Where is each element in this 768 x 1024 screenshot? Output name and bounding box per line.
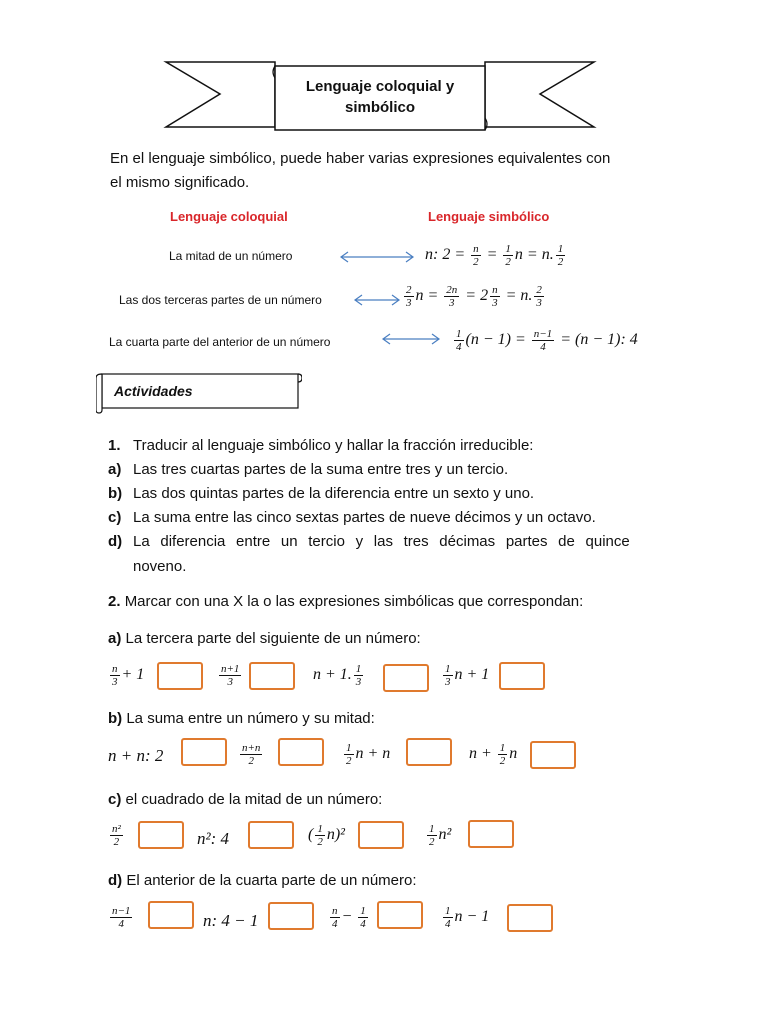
option-b2: $\frac{n+n}{2}$ — [242, 742, 261, 767]
example-coloquial-3: La cuarta parte del anterior de un número — [109, 335, 331, 349]
option-d4: $\frac{1}{4}$ n − 1 — [445, 905, 490, 930]
ex2-number: 2. — [108, 593, 121, 610]
header-simbolico: Lenguaje simbólico — [428, 209, 550, 224]
answer-checkbox-c4[interactable] — [468, 820, 514, 848]
answer-checkbox-a4[interactable] — [499, 662, 545, 690]
ex2-b-question: b) La suma entre un número y su mitad: — [108, 710, 375, 727]
ex2-d-question: d) El anterior de la cuarta parte de un número: — [108, 872, 417, 889]
ex1-item-d: d) La diferencia entre un tercio y las tres décimas partes de quince — [108, 533, 630, 550]
double-arrow-icon — [352, 293, 402, 307]
ex1-title: Traducir al lenguaje simbólico y hallar la fracción irreducible: — [133, 437, 534, 454]
example-simbolico-2: $\frac{2}{3}$ n = $\frac{2n}{3}$ = 2 $\frac{n}{3}$ = n. $\frac{2}{3}$ — [406, 284, 542, 309]
option-b1: n + n: 2 — [108, 746, 164, 765]
option-a4: $\frac{1}{3}$ n + 1 — [445, 663, 490, 688]
example-simbolico-3: $\frac{1}{4}$ (n − 1) = $\frac{n-1}{4}$ = (n − 1): 4 — [456, 328, 638, 353]
ex2-c-question: c) el cuadrado de la mitad de un número: — [108, 791, 383, 808]
option-d1: $\frac{n-1}{4}$ — [112, 905, 131, 930]
option-c3: ( $\frac{1}{2}$ n)² — [308, 823, 345, 848]
ex1-item-d-cont: noveno. — [133, 558, 187, 575]
option-a3: n + 1. $\frac{1}{3}$ — [313, 663, 362, 688]
answer-checkbox-b3[interactable] — [406, 738, 452, 766]
intro-line1: En el lenguaje simbólico, puede haber varias expresiones equivalentes con — [110, 150, 611, 167]
double-arrow-icon — [338, 250, 416, 264]
double-arrow-icon — [380, 332, 442, 346]
intro-line2: el mismo significado. — [110, 174, 250, 191]
answer-checkbox-a3[interactable] — [383, 664, 429, 692]
ex2-title-row — [108, 593, 583, 610]
option-b4: n + $\frac{1}{2}$ n — [469, 742, 518, 767]
answer-checkbox-b2[interactable] — [278, 738, 324, 766]
answer-checkbox-d3[interactable] — [377, 901, 423, 929]
ex1-item-b: b) Las dos quintas partes de la diferencia entre un sexto y uno. — [108, 485, 535, 502]
option-c4: $\frac{1}{2}$ n² — [429, 823, 452, 848]
actividades-label: Actividades — [114, 383, 193, 399]
answer-checkbox-d2[interactable] — [268, 902, 314, 930]
ex1-item-c: c) La suma entre las cinco sextas partes de nueve décimos y un octavo. — [108, 509, 596, 526]
ex2-title: Marcar con una X la o las expresiones simbólicas que correspondan: — [124, 593, 584, 610]
option-d2: n: 4 − 1 — [203, 911, 259, 930]
answer-checkbox-b1[interactable] — [181, 738, 227, 766]
example-coloquial-2: Las dos terceras partes de un número — [119, 293, 322, 307]
answer-checkbox-c1[interactable] — [138, 821, 184, 849]
option-b3: $\frac{1}{2}$ n + n — [346, 742, 391, 767]
option-c1: $\frac{\text{n²}}{2}$ — [112, 823, 121, 848]
option-c2: n²: 4 — [197, 829, 230, 848]
option-a2: $\frac{n+1}{3}$ — [221, 663, 240, 688]
banner-title-line2: simbólico — [344, 99, 415, 116]
answer-checkbox-c3[interactable] — [358, 821, 404, 849]
ex2-a-question: a) La tercera parte del siguiente de un número: — [108, 630, 421, 647]
banner-title-line1: Lenguaje coloquial y — [305, 78, 455, 95]
ex1-title-row — [108, 437, 533, 454]
option-d3: $\frac{n}{4}$ − $\frac{1}{4}$ — [332, 905, 366, 930]
example-simbolico-1: n: 2 = $\frac{n}{2}$ = $\frac{1}{2}$ n = n. $\frac{1}{2}$ — [425, 243, 564, 268]
answer-checkbox-d1[interactable] — [148, 901, 194, 929]
ex1-item-a: a) Las tres cuartas partes de la suma entre tres y un tercio. — [108, 461, 509, 478]
answer-checkbox-a1[interactable] — [157, 662, 203, 690]
example-coloquial-1: La mitad de un número — [169, 249, 293, 263]
ex1-number: 1. — [108, 437, 121, 454]
header-coloquial: Lenguaje coloquial — [170, 209, 288, 224]
title-banner — [160, 52, 600, 142]
answer-checkbox-b4[interactable] — [530, 741, 576, 769]
answer-checkbox-c2[interactable] — [248, 821, 294, 849]
answer-checkbox-a2[interactable] — [249, 662, 295, 690]
option-a1: $\frac{n}{3}$ + 1 — [112, 663, 145, 688]
answer-checkbox-d4[interactable] — [507, 904, 553, 932]
